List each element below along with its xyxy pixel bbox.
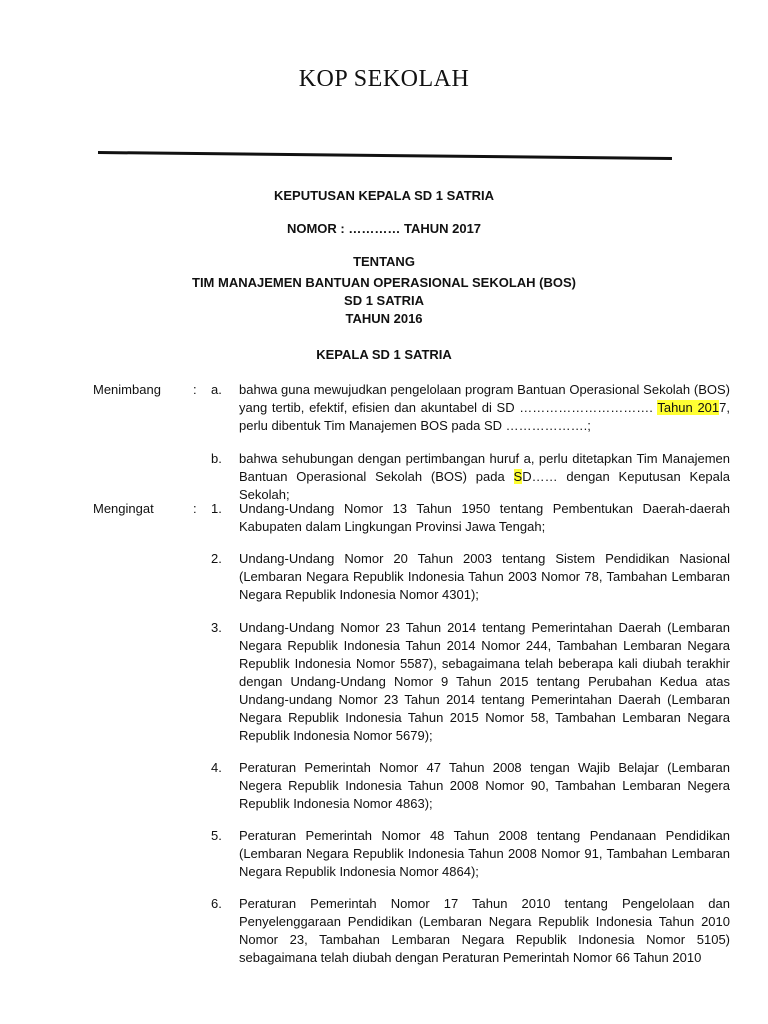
item-text: bahwa guna mewujudkan pengelolaan program Bantuan Operasional Sekolah (BOS) yang tertib, efektif, efisien dan akuntabel di SD …………………………. — [239, 382, 730, 415]
letterhead-title: KOP SEKOLAH — [298, 66, 470, 92]
item-text: bahwa sehubungan dengan pertimbangan huruf a, perlu ditetapkan Tim Manajemen Bantuan Operasional Sekolah (BOS) pada — [239, 451, 730, 484]
decree-title: KEPUTUSAN KEPALA SD 1 SATRIA — [273, 188, 495, 203]
section-colon: : — [193, 382, 197, 397]
item-text: D…… dengan Keputusan Kepala Sekolah; — [239, 469, 730, 502]
decree-subject-line3: TAHUN 2016 — [345, 311, 423, 326]
letterhead-divider — [98, 151, 672, 160]
legal-basis-item: Peraturan Pemerintah Nomor 17 Tahun 2010 tentang Pengelolaan dan Penyelenggaraan Pendidikan (Lembaran Negara Republik Indonesia Tahun 2010 Nomor 23, Tambahan Lembaran Negara Republik Indonesia Nomor 5105) sebagaimana telah diubah dengan Peraturan Pemerintah Nomor 66 Tahun 2010 — [239, 896, 730, 965]
section-label-menimbang: Menimbang — [93, 382, 161, 397]
legal-basis-item: Undang-Undang Nomor 13 Tahun 1950 tentang Pembentukan Daerah-daerah Kabupaten dalam Lingkungan Provinsi Jawa Tengah; — [239, 501, 730, 534]
item-text: 7, perlu dibentuk Tim Manajemen BOS pada SD ……………….; — [239, 400, 730, 433]
item-marker: 5. — [211, 828, 222, 843]
item-marker: a. — [211, 382, 222, 397]
item-marker: 4. — [211, 760, 222, 775]
considering-item-a — [239, 381, 730, 435]
decree-about: TENTANG — [353, 254, 415, 269]
item-marker: 2. — [211, 551, 222, 566]
decree-subject-line2: SD 1 SATRIA — [344, 293, 424, 308]
section-colon: : — [193, 501, 197, 516]
legal-basis-item: Peraturan Pemerintah Nomor 48 Tahun 2008 tentang Pendanaan Pendidikan (Lembaran Negara Republik Indonesia Tahun 2008 Nomor 91, Tambahan Lembaran Negara Republik Indonesia Nomor 4864); — [239, 828, 730, 879]
decree-subject-line1: TIM MANAJEMEN BANTUAN OPERASIONAL SEKOLAH (BOS) — [192, 275, 576, 290]
item-marker: 6. — [211, 896, 222, 911]
legal-basis-item: Undang-Undang Nomor 20 Tahun 2003 tentang Sistem Pendidikan Nasional (Lembaran Negara Republik Indonesia Tahun 2003 Nomor 78, Tambahan Lembaran Negara Republik Indonesia Nomor 4301); — [239, 551, 730, 602]
item-marker: 3. — [211, 620, 222, 635]
decree-authority: KEPALA SD 1 SATRIA — [316, 347, 452, 362]
considering-item-b — [239, 450, 730, 504]
legal-basis-item: Undang-Undang Nomor 23 Tahun 2014 tentang Pemerintahan Daerah (Lembaran Negara Republik Indonesia Tahun 2014 Nomor 244, Tambahan Lembaran Negara Republik Indonesia Nomor 5587), sebagaimana telah beberapa kali diubah terakhir dengan Undang-Undang Nomor 9 Tahun 2015 tentang Perubahan Kedua atas Undang-undang Nomor 23 Tahun 2014 tentang Pemerintahan Daerah (Lembaran Negara Republik Indonesia Tahun 2015 Nomor 58, Tambahan Lembaran Negara Republik Indonesia Nomor 5679); — [239, 620, 730, 743]
highlighted-text: Tahun 201 — [657, 400, 720, 415]
item-marker: b. — [211, 451, 222, 466]
item-marker: 1. — [211, 501, 222, 516]
section-label-mengingat: Mengingat — [93, 501, 154, 516]
decree-number: NOMOR : ………… TAHUN 2017 — [286, 221, 482, 236]
highlighted-text: S — [513, 469, 523, 484]
legal-basis-item: Peraturan Pemerintah Nomor 47 Tahun 2008 tengan Wajib Belajar (Lembaran Negera Republik Indonesia Tahun 2008 Nomor 90, Tambahan Lembaran Negera Republik Indonesia Nomor 4863); — [239, 760, 730, 811]
